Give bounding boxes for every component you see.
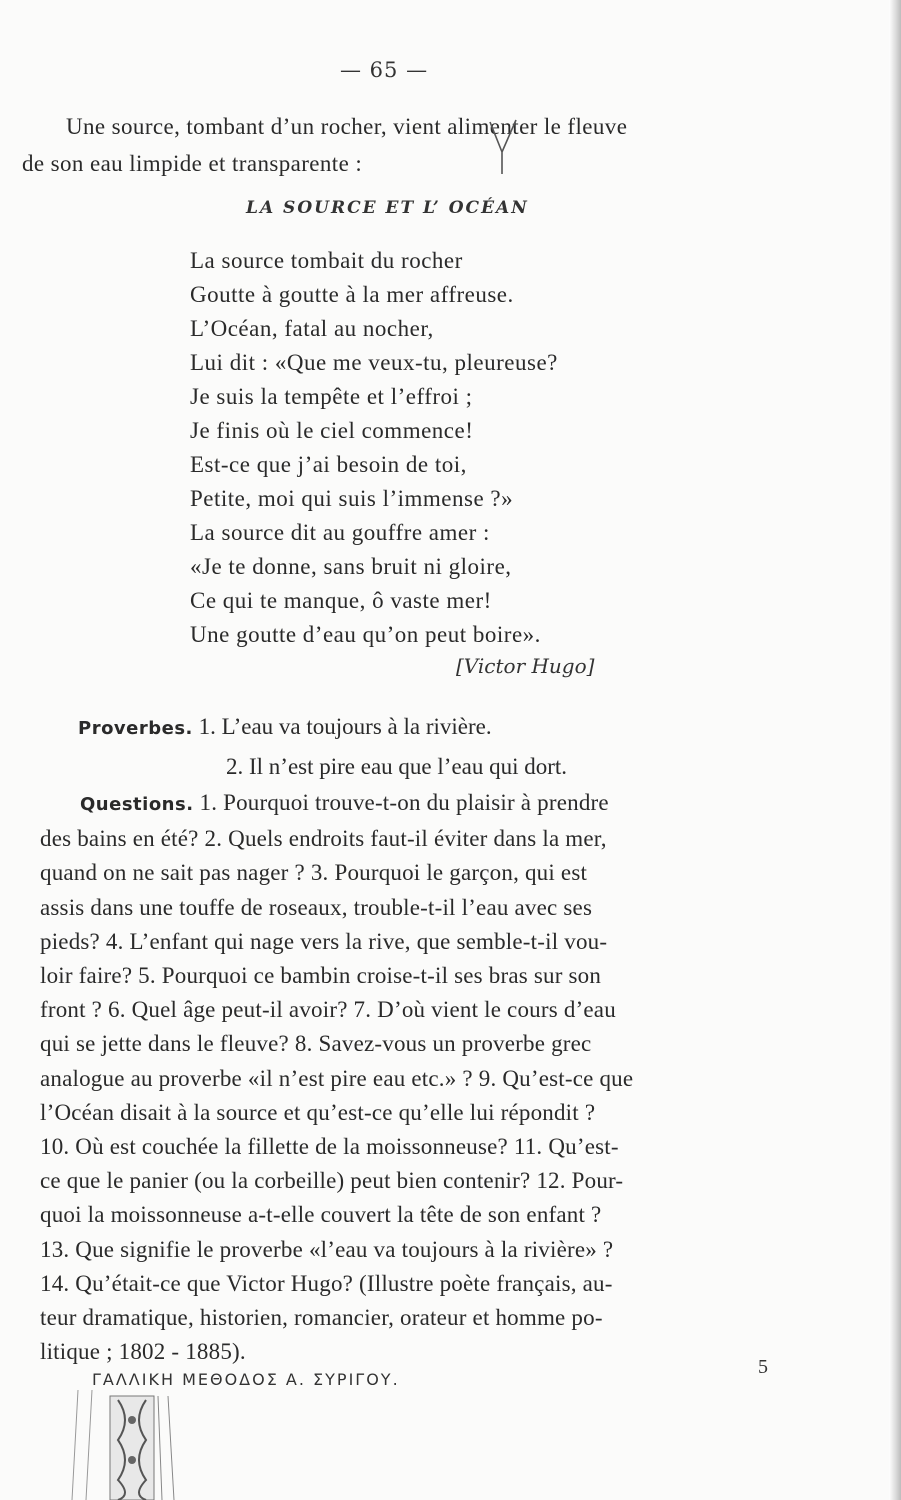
question-line: ce que le panier (ou la corbeille) peut bien contenir? 12. Pour- <box>40 1168 624 1194</box>
questions-first-line <box>40 786 816 822</box>
question-line: quoi la moissonneuse a-t-elle couvert la tête de son enfant ? <box>40 1202 602 1228</box>
question-line: 10. Où est couchée la fillette de la moissonneuse? 11. Qu’est- <box>40 1134 619 1160</box>
footer-book-title: ΓΑΛΛΙΚΗ ΜΕΘΟΔΟΣ Α. ΣΥΡΙΓΟΥ. <box>92 1370 400 1389</box>
poem-line: Ce qui te manque, ô vaste mer! <box>190 588 492 613</box>
intro-line-1: Une source, tombant d’un rocher, vient alimenter le fleuve <box>66 114 628 139</box>
questions-section <box>40 786 816 1369</box>
proverbs-section <box>78 708 798 786</box>
poem-body <box>190 244 710 652</box>
question-text: 1. Pourquoi trouve-t-on du plaisir à prendre <box>199 790 609 815</box>
question-line: assis dans une touffe de roseaux, trouble-t-il l’eau avec ses <box>40 894 593 920</box>
question-line: 13. Que signifie le proverbe «l’eau va toujours à la rivière» ? <box>40 1236 614 1262</box>
question-line: l’Océan disait à la source et qu’est-ce qu’elle lui répondit ? <box>40 1099 596 1125</box>
question-line: 14. Qu’était-ce que Victor Hugo? (Illustre poète français, au- <box>40 1270 613 1296</box>
poem-line: Lui dit : «Que me veux-tu, pleureuse? <box>190 350 558 375</box>
poem-line: «Je te donne, sans bruit ni gloire, <box>190 554 512 579</box>
poem-line: Je suis la tempête et l’effroi ; <box>190 384 473 409</box>
poem-line: Est-ce que j’ai besoin de toi, <box>190 452 467 477</box>
poem-title: LA SOURCE ET L’ OCÉAN <box>246 198 529 218</box>
page-edge-shadow <box>889 0 901 1500</box>
poem-line: L’Océan, fatal au nocher, <box>190 316 434 341</box>
poem-line: Goutte à goutte à la mer affreuse. <box>190 282 514 307</box>
bookmark-ribbon-icon <box>70 1390 190 1500</box>
poem-author: [Victor Hugo] <box>456 654 595 678</box>
poem-line: Petite, moi qui suis l’immense ?» <box>190 486 514 511</box>
proverbs-label: Proverbes. <box>78 718 193 739</box>
proverb-2: 2. Il n’est pire eau que l’eau qui dort. <box>226 754 568 779</box>
question-line: des bains en été? 2. Quels endroits faut-il éviter dans la mer, <box>40 826 607 852</box>
question-line: analogue au proverbe «il n’est pire eau etc.» ? 9. Qu’est-ce que <box>40 1065 634 1091</box>
page-number: — 65 — <box>340 58 429 82</box>
poem-line: La source tombait du rocher <box>190 248 463 273</box>
intro-paragraph <box>22 108 802 182</box>
poem-line: La source dit au gouffre amer : <box>190 520 490 545</box>
poem-line: Je finis où le ciel commence! <box>190 418 474 443</box>
question-line: front ? 6. Quel âge peut-il avoir? 7. D’où vient le cours d’eau <box>40 997 616 1023</box>
question-line: litique ; 1802 - 1885). <box>40 1339 246 1365</box>
question-line: pieds? 4. L’enfant qui nage vers la rive, que semble-t-il vou- <box>40 928 608 954</box>
poem-line: Une goutte d’eau qu’on peut boire». <box>190 622 541 647</box>
questions-label: Questions. <box>80 794 194 815</box>
footer-signature-number: 5 <box>758 1356 768 1378</box>
proverb-1: 1. L’eau va toujours à la rivière. <box>198 714 492 739</box>
question-line: quand on ne sait pas nager ? 3. Pourquoi le garçon, qui est <box>40 860 588 886</box>
intro-line-2: de son eau limpide et transparente : <box>22 151 363 176</box>
question-line: loir faire? 5. Pourquoi ce bambin croise-t-il ses bras sur son <box>40 963 602 989</box>
question-line: qui se jette dans le fleuve? 8. Savez-vous un proverbe grec <box>40 1031 592 1057</box>
question-line: teur dramatique, historien, romancier, orateur et homme po- <box>40 1305 603 1331</box>
handwritten-check-icon <box>488 118 518 178</box>
